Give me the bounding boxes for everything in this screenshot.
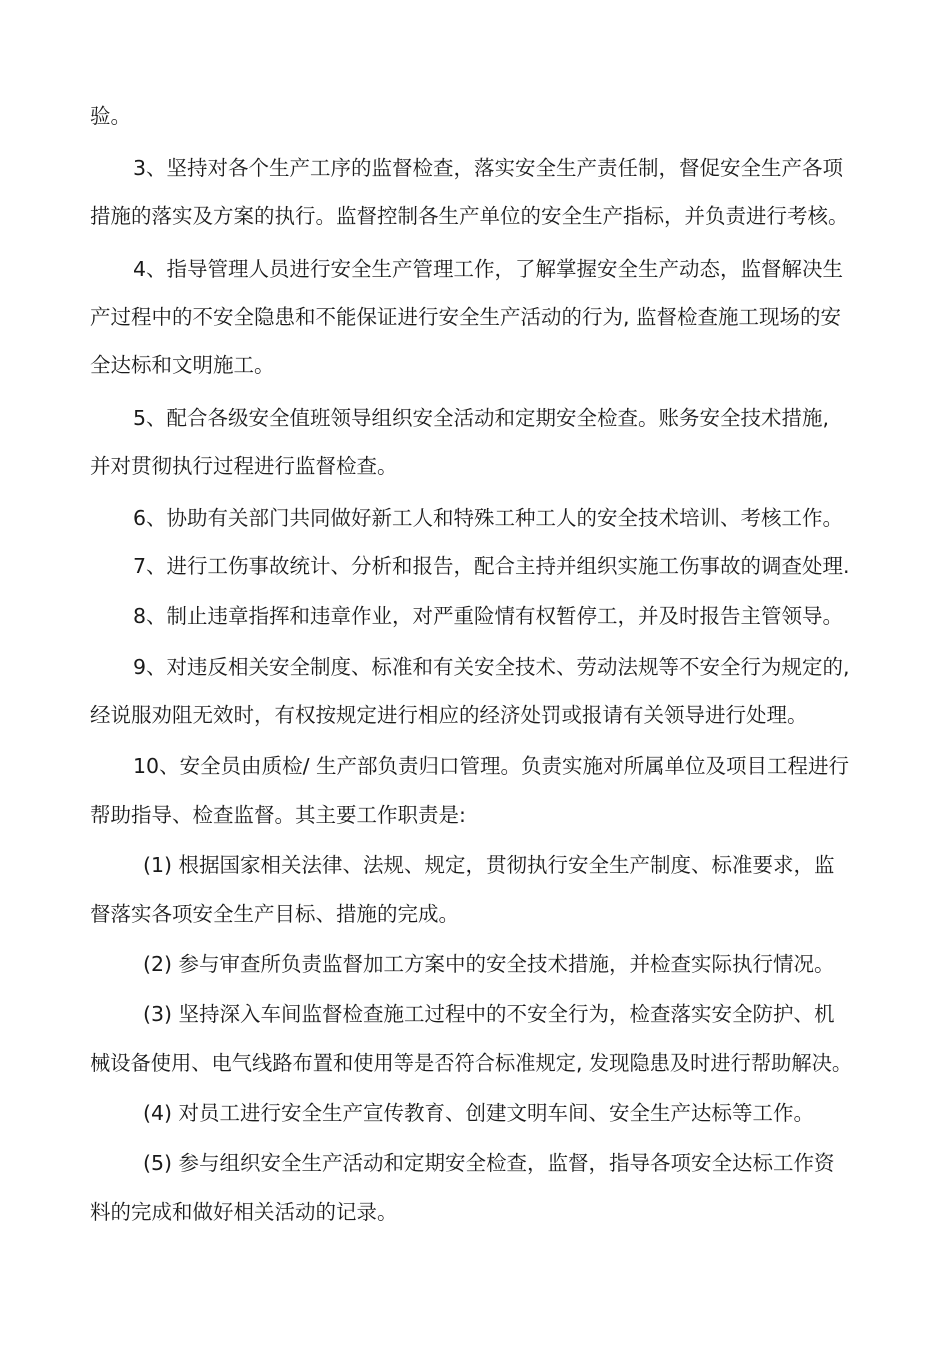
item-9-line-2: 经说服劝阻无效时，有权按规定进行相应的经济处罚或报请有关领导进行处理。: [90, 703, 808, 727]
item-7-line-1: 7、进行工伤事故统计、分析和报告，配合主持并组织实施工伤事故的调查处理.: [133, 554, 850, 578]
subitem-3-line-2: 械设备使用、电气线路布置和使用等是否符合标准规定, 发现隐患及时进行帮助解决。: [90, 1051, 853, 1075]
item-3-line-2: 措施的落实及方案的执行。监督控制各生产单位的安全生产指标，并负责进行考核。: [90, 204, 849, 228]
item-10-line-2: 帮助指导、检查监督。其主要工作职责是:: [90, 803, 466, 827]
paragraph-line-continuation: 验。: [90, 104, 131, 128]
subitem-3-line-1: (3) 坚持深入车间监督检查施工过程中的不安全行为，检查落实安全防护、机: [143, 1002, 835, 1026]
item-3-line-1: 3、坚持对各个生产工序的监督检查，落实安全生产责任制，督促安全生产各项: [133, 156, 844, 180]
item-10-line-1: 10、安全员由质检/ 生产部负责归口管理。负责实施对所属单位及项目工程进行: [133, 754, 850, 778]
subitem-5-line-2: 料的完成和做好相关活动的记录。: [90, 1200, 398, 1224]
subitem-2-line-1: (2) 参与审查所负责监督加工方案中的安全技术措施，并检查实际执行情况。: [143, 952, 835, 976]
subitem-1-line-2: 督落实各项安全生产目标、措施的完成。: [90, 902, 459, 926]
subitem-1-line-1: (1) 根据国家相关法律、法规、规定，贯彻执行安全生产制度、标准要求，监: [143, 853, 835, 877]
subitem-4-line-1: (4) 对员工进行安全生产宣传教育、创建文明车间、安全生产达标等工作。: [143, 1101, 815, 1125]
item-4-line-1: 4、指导管理人员进行安全生产管理工作，了解掌握安全生产动态，监督解决生: [133, 257, 844, 281]
item-4-line-3: 全达标和文明施工。: [90, 353, 275, 377]
item-5-line-1: 5、配合各级安全值班领导组织安全活动和定期安全检查。账务安全技术措施,: [133, 406, 830, 430]
item-8-line-1: 8、制止违章指挥和违章作业，对严重险情有权暂停工，并及时报告主管领导。: [133, 604, 844, 628]
item-4-line-2: 产过程中的不安全隐患和不能保证进行安全生产活动的行为, 监督检查施工现场的安: [90, 305, 842, 329]
item-9-line-1: 9、对违反相关安全制度、标准和有关安全技术、劳动法规等不安全行为规定的,: [133, 655, 850, 679]
item-5-line-2: 并对贯彻执行过程进行监督检查。: [90, 454, 398, 478]
subitem-5-line-1: (5) 参与组织安全生产活动和定期安全检查，监督，指导各项安全达标工作资: [143, 1151, 835, 1175]
item-6-line-1: 6、协助有关部门共同做好新工人和特殊工种工人的安全技术培训、考核工作。: [133, 506, 844, 530]
